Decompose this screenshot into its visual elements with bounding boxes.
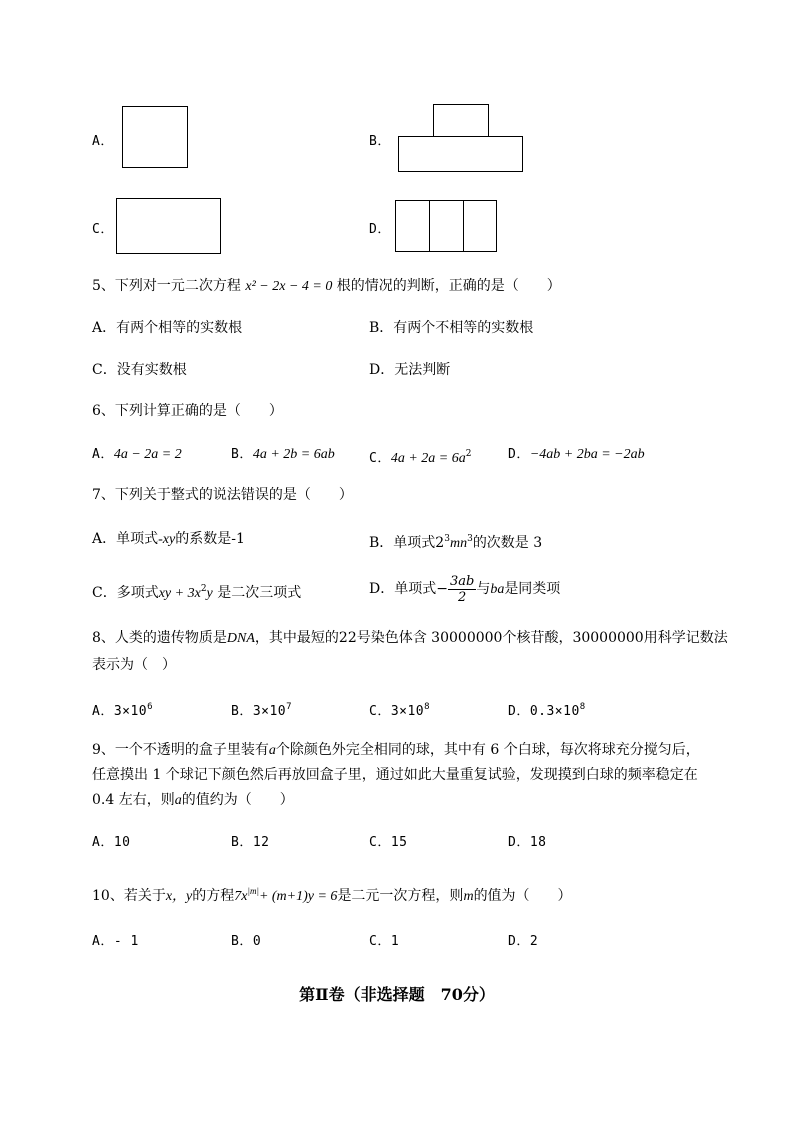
- q8-option-d-base: D．0.3×10: [508, 704, 580, 719]
- q10-equation-part2: + (m+1)y = 6: [258, 889, 338, 904]
- q7-option-c-pre: C．多项式: [92, 585, 159, 601]
- q6-option-d-expr: −4ab + 2ba = −2ab: [529, 447, 645, 462]
- q9-line-3: [92, 790, 294, 811]
- q7-option-d-post: 是同类项: [504, 581, 561, 597]
- q10-option-c: C．1: [369, 934, 400, 949]
- q7-option-c-post: 是二次三项式: [217, 585, 302, 601]
- section-title: 第Ⅱ卷（非选择题 70分）: [299, 985, 495, 1004]
- q10-stem-pre: 10、若关于: [92, 888, 166, 904]
- q4-option-d-label: D．: [369, 222, 391, 237]
- q10-option-a: A．- 1: [92, 934, 139, 949]
- q10-equation-part1: 7x: [234, 889, 248, 904]
- q8-option-d-sup: 8: [579, 702, 586, 712]
- q7-option-a-post: 的系数是-1: [175, 531, 245, 547]
- q10-stem-end: 的值为（ ）: [473, 888, 572, 904]
- q9-line1-post: 个除颜色外完全相同的球，其中有 6 个白球，每次将球充分搅匀后，: [275, 742, 700, 758]
- q6-option-c: [369, 444, 471, 469]
- q7-option-d-minus: −: [436, 581, 448, 597]
- q6-option-b-expr: 4a + 2b = 6ab: [252, 447, 335, 462]
- q7-option-a-pre: A．单项式: [92, 531, 159, 547]
- q4-figure-b-bottom-rect: [398, 136, 523, 172]
- q5-option-c: C．没有实数根: [92, 362, 187, 378]
- q6-option-c-sup: 2: [465, 449, 472, 459]
- q7-option-a: [92, 529, 245, 550]
- q6-stem: 6、下列计算正确的是（ ）: [92, 403, 283, 419]
- q7-option-d-denominator: 2: [458, 589, 467, 605]
- q9-line1-pre: 9、一个不透明的盒子里装有: [92, 742, 269, 758]
- q6-option-a: [92, 444, 182, 465]
- q9-option-a: A．10: [92, 835, 131, 850]
- q7-option-c: [92, 579, 301, 604]
- q7-option-c-sup: 2: [200, 584, 207, 594]
- q7-option-b-expr: 2: [435, 535, 445, 551]
- q9-line3-pre: 0.4 左右，则: [92, 792, 175, 808]
- q7-option-b: [369, 529, 542, 554]
- q10-var-m: m: [463, 889, 474, 904]
- q10-option-b: B．0: [231, 934, 262, 949]
- q6-option-a-expr: 4a − 2a = 2: [113, 447, 182, 462]
- q9-line3-var-a: a: [174, 793, 182, 808]
- q10-stem-mid: 的方程: [192, 888, 235, 904]
- q8-line-2: 表示为（ ）: [92, 657, 176, 673]
- q7-option-b-sup2: 3: [467, 534, 473, 544]
- q4-figure-d-divider-2: [463, 200, 464, 252]
- q8-option-a: [92, 697, 153, 722]
- q8-line1-post: ，其中最短的22号染色体含 30000000个核苷酸，30000000用科学记数法: [254, 630, 728, 646]
- q7-option-c-expr2: y: [206, 586, 213, 601]
- q7-option-d-fraction: [448, 574, 476, 605]
- q10-stem-post: 是二元一次方程，则: [337, 888, 464, 904]
- q10-stem: [92, 881, 572, 907]
- q7-stem: 7、下列关于整式的说法错误的是（ ）: [92, 487, 353, 503]
- q5-option-a: A．有两个相等的实数根: [92, 320, 243, 336]
- q8-option-c-sup: 8: [424, 702, 431, 712]
- q4-figure-b-top-rect: [433, 104, 489, 137]
- q4-figure-c-rect: [116, 198, 221, 254]
- q4-option-b-label: B．: [369, 134, 391, 149]
- q4-figure-d-divider-1: [429, 200, 430, 252]
- q8-option-c: [369, 697, 430, 722]
- q10-equation-exponent: |m|: [247, 886, 259, 896]
- q9-line-2: 任意摸出 1 个球记下颜色然后再放回盒子里，通过如此大量重复试验，发现摸到白球的频率稳定在: [92, 767, 698, 783]
- q9-line3-post: 的值约为（ ）: [181, 792, 294, 808]
- q8-option-c-base: C．3×10: [369, 704, 425, 719]
- q4-figure-d-outer-rect: [395, 200, 497, 252]
- q9-option-b: B．12: [231, 835, 270, 850]
- q10-vars: x，y: [165, 889, 193, 904]
- q5-stem: [92, 276, 561, 297]
- q4-figure-a-square: [122, 106, 188, 168]
- q7-option-a-expr: -xy: [158, 532, 176, 547]
- q5-equation: x² − 2x − 4 = 0: [245, 279, 333, 294]
- q8-line-1: [92, 628, 728, 649]
- q5-option-d: D．无法判断: [369, 362, 451, 378]
- q10-option-d: D．2: [508, 934, 539, 949]
- q7-option-b-post: 的次数是 3: [472, 535, 543, 551]
- q8-line1-dna: DNA: [226, 631, 255, 646]
- q8-option-b-sup: 7: [286, 702, 293, 712]
- q6-option-d-label: D．: [508, 447, 530, 462]
- q5-stem-post: 根的情况的判断，正确的是（ ）: [336, 278, 561, 294]
- q7-option-b-expr2: mn: [449, 536, 468, 551]
- q7-option-d-pre: D．单项式: [369, 581, 437, 597]
- q5-option-b: B．有两个不相等的实数根: [369, 320, 534, 336]
- q9-option-d: D．18: [508, 835, 547, 850]
- q7-option-d-expr: ba: [490, 582, 505, 597]
- q6-option-d: [508, 444, 645, 465]
- q8-option-a-sup: 6: [147, 702, 154, 712]
- q6-option-c-expr: 4a + 2a = 6a: [390, 451, 466, 466]
- q8-option-b-base: B．3×10: [231, 704, 287, 719]
- q7-option-b-pre: B．单项式: [369, 535, 436, 551]
- q7-option-d-mid: 与: [476, 581, 491, 597]
- q4-option-a-label: A．: [92, 134, 114, 149]
- q6-option-b: [231, 444, 335, 465]
- q6-option-b-label: B．: [231, 447, 253, 462]
- q8-option-b: [231, 697, 292, 722]
- q4-option-c-label: C．: [92, 222, 114, 237]
- q9-line1-var-a: a: [268, 743, 276, 758]
- q7-option-b-sup1: 3: [444, 534, 450, 544]
- q8-option-a-base: A．3×10: [92, 704, 148, 719]
- q7-option-c-expr: xy + 3x: [158, 586, 201, 601]
- q5-stem-pre: 5、下列对一元二次方程: [92, 278, 241, 294]
- q9-line-1: [92, 740, 700, 761]
- q6-option-a-label: A．: [92, 447, 114, 462]
- q8-option-d: [508, 697, 586, 722]
- q6-option-c-label: C．: [369, 451, 391, 466]
- q9-option-c: C．15: [369, 835, 408, 850]
- q7-option-d-numerator: 3ab: [449, 573, 475, 589]
- q8-line1-pre: 8、人类的遗传物质是: [92, 630, 227, 646]
- q7-option-d: [369, 571, 560, 608]
